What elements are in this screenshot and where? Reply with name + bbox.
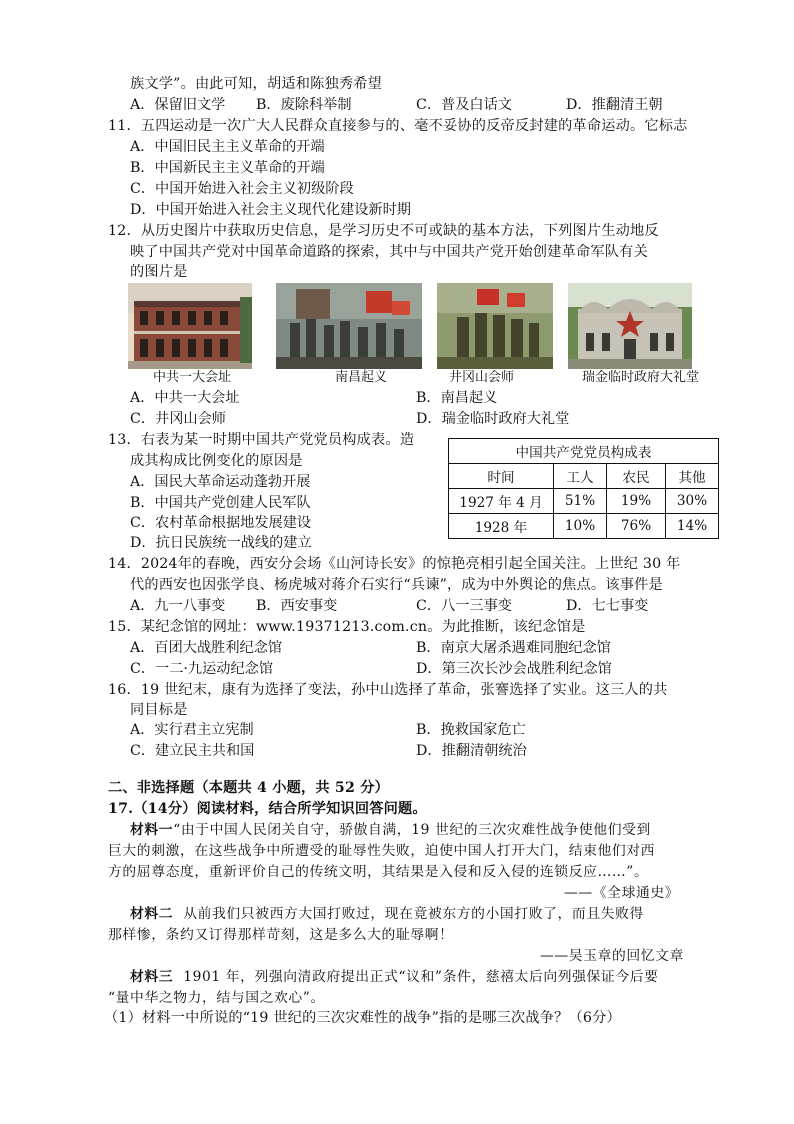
- nanchang-uprising-photo: [276, 283, 422, 369]
- caption-first-congress: 中共一大会址: [153, 370, 232, 385]
- material-1-line-1: “由于中国人民闭关自守，骄傲自满，19 世纪的三次灾难性战争使他们受到: [173, 822, 651, 838]
- material-3-line-1: 1901 年，列强向清政府提出正式“议和”条件，慈禧太后向列强保证今后要: [183, 969, 659, 985]
- material-2-line-1: 从前我们只被西方大国打败过，现在竟被东方的小国打败了，而且失败得: [183, 906, 644, 922]
- material-1-label: 材料一: [130, 822, 174, 838]
- q15-option-b: B．南京大屠杀遇难同胞纪念馆: [416, 640, 611, 656]
- material-1-source: ——《全球通史》: [564, 885, 680, 901]
- q16-option-b: B．挽救国家危亡: [416, 722, 526, 738]
- jinggangshan-meeting-photo: [437, 283, 553, 369]
- table-header-others: 其他: [666, 464, 719, 489]
- q13-option-c: C．农村革命根据地发展建设: [130, 515, 312, 531]
- q13-option-a: A．国民大革命运动蓬勃开展: [130, 474, 311, 490]
- q15-option-d: D．第三次长沙会战胜利纪念馆: [416, 661, 612, 677]
- q16-option-c: C．建立民主共和国: [130, 743, 255, 759]
- material-2-line-2: 那样惨，条约又订得那样苛刻，这是多么大的耻辱啊！: [108, 927, 454, 943]
- caption-nanchang: 南昌起义: [335, 370, 388, 385]
- caption-ruijin: 瑞金临时政府大礼堂: [582, 370, 700, 385]
- table-cell: 19%: [607, 489, 666, 514]
- table-cell: 1927 年 4 月: [449, 489, 554, 514]
- q12-option-d: D．瑞金临时政府大礼堂: [416, 411, 570, 427]
- q14-option-a: A．九一八事变: [130, 598, 226, 614]
- q12-option-b: B．南昌起义: [416, 390, 498, 406]
- table-cell: 14%: [666, 514, 719, 539]
- table-header-workers: 工人: [554, 464, 607, 489]
- first-congress-site-photo: [128, 283, 252, 369]
- material-2-source: ——吴玉章的回忆文章: [540, 948, 684, 964]
- q14-stem-2: 代的西安也因张学良、杨虎城对蒋介石实行“兵谏”，成为中外舆论的焦点。该事件是: [130, 577, 663, 593]
- q10-option-c: C．普及白话文: [416, 97, 512, 113]
- caption-jinggangshan: 井冈山会师: [449, 370, 515, 385]
- table-cell: 76%: [607, 514, 666, 539]
- q12-option-a: A．中共一大会址: [130, 390, 240, 406]
- table-header-time: 时间: [449, 464, 554, 489]
- q10-option-a: A．保留旧文学: [130, 97, 226, 113]
- q13-stem-2: 成其构成比例变化的原因是: [130, 453, 303, 469]
- material-3-label: 材料三: [130, 969, 174, 985]
- material-1-line-3: 方的屈尊态度，重新评价自己的传统文明，其结果是入侵和反入侵的连锁反应……”。: [108, 864, 649, 880]
- party-member-table: [448, 438, 719, 539]
- q16-option-d: D．推翻清朝统治: [416, 743, 527, 759]
- q12-stem-1: 12．从历史图片中获取历史信息，是学习历史不可或缺的基本方法，下列图片生动地反: [108, 223, 659, 239]
- q15-option-c: C．一二·九运动纪念馆: [130, 661, 274, 677]
- q11-option-b: B．中国新民主主义革命的开端: [130, 160, 325, 176]
- material-3-line-2: “量中华之物力，结与国之欢心”。: [108, 990, 325, 1006]
- q11-stem: 11．五四运动是一次广大人民群众直接参与的、毫不妥协的反帝反封建的革命运动。它标志: [108, 118, 688, 134]
- q11-option-d: D．中国开始进入社会主义现代化建设新时期: [130, 202, 411, 218]
- q17-heading: 17.（14分）阅读材料，结合所学知识回答问题。: [108, 801, 427, 817]
- section-two-heading: 二、非选择题（本题共 4 小题，共 52 分）: [108, 780, 389, 796]
- q10-option-d: D．推翻清王朝: [566, 97, 663, 113]
- q13-option-b: B．中国共产党创建人民军队: [130, 495, 311, 511]
- q12-stem-3: 的图片是: [130, 264, 188, 280]
- table-cell: 10%: [554, 514, 607, 539]
- material-2-label: 材料二: [130, 906, 174, 922]
- q12-stem-2: 映了中国共产党对中国革命道路的探索，其中与中国共产党开始创建革命军队有关: [130, 244, 648, 260]
- q14-stem-1: 14．2024年的春晚，西安分会场《山河诗长安》的惊艳亮相引起全国关注。上世纪 30 年: [108, 556, 681, 572]
- q12-option-c: C．井冈山会师: [130, 411, 226, 427]
- ruijin-auditorium-photo: [568, 283, 692, 369]
- material-1-line-2: 巨大的刺激，在这些战争中所遭受的耻辱性失败，迫使中国人打开大门，结束他们对西: [108, 843, 656, 859]
- q16-option-a: A．实行君主立宪制: [130, 722, 254, 738]
- table-cell: 1928 年: [449, 514, 554, 539]
- table-cell: 30%: [666, 489, 719, 514]
- q10-stem-continuation: 族文学”。由此可知，胡适和陈独秀希望: [130, 76, 383, 92]
- q15-stem: 15．某纪念馆的网址：www.19371213.com.cn。为此推断，该纪念馆是: [108, 619, 586, 635]
- q11-option-c: C．中国开始进入社会主义初级阶段: [130, 181, 354, 197]
- table-header-peasants: 农民: [607, 464, 666, 489]
- q17-subquestion-1: （1）材料一中所说的“19 世纪的三次灾难性的战争”指的是哪三次战争？（6分）: [104, 1010, 621, 1026]
- q11-option-a: A．中国旧民主主义革命的开端: [130, 139, 325, 155]
- table-cell: 51%: [554, 489, 607, 514]
- q15-option-a: A．百团大战胜利纪念馆: [130, 640, 283, 656]
- q13-stem-1: 13．右表为某一时期中国共产党党员构成表。造: [108, 432, 415, 448]
- q14-option-d: D．七七事变: [566, 598, 649, 614]
- q16-stem-2: 同目标是: [130, 702, 188, 718]
- table-title: 中国共产党党员构成表: [449, 439, 719, 464]
- q14-option-c: C．八一三事变: [416, 598, 512, 614]
- q14-option-b: B．西安事变: [256, 598, 338, 614]
- q10-option-b: B．废除科举制: [256, 97, 352, 113]
- q16-stem-1: 16．19 世纪末，康有为选择了变法，孙中山选择了革命，张謇选择了实业。这三人的共: [108, 682, 668, 698]
- q13-option-d: D．抗日民族统一战线的建立: [130, 535, 312, 551]
